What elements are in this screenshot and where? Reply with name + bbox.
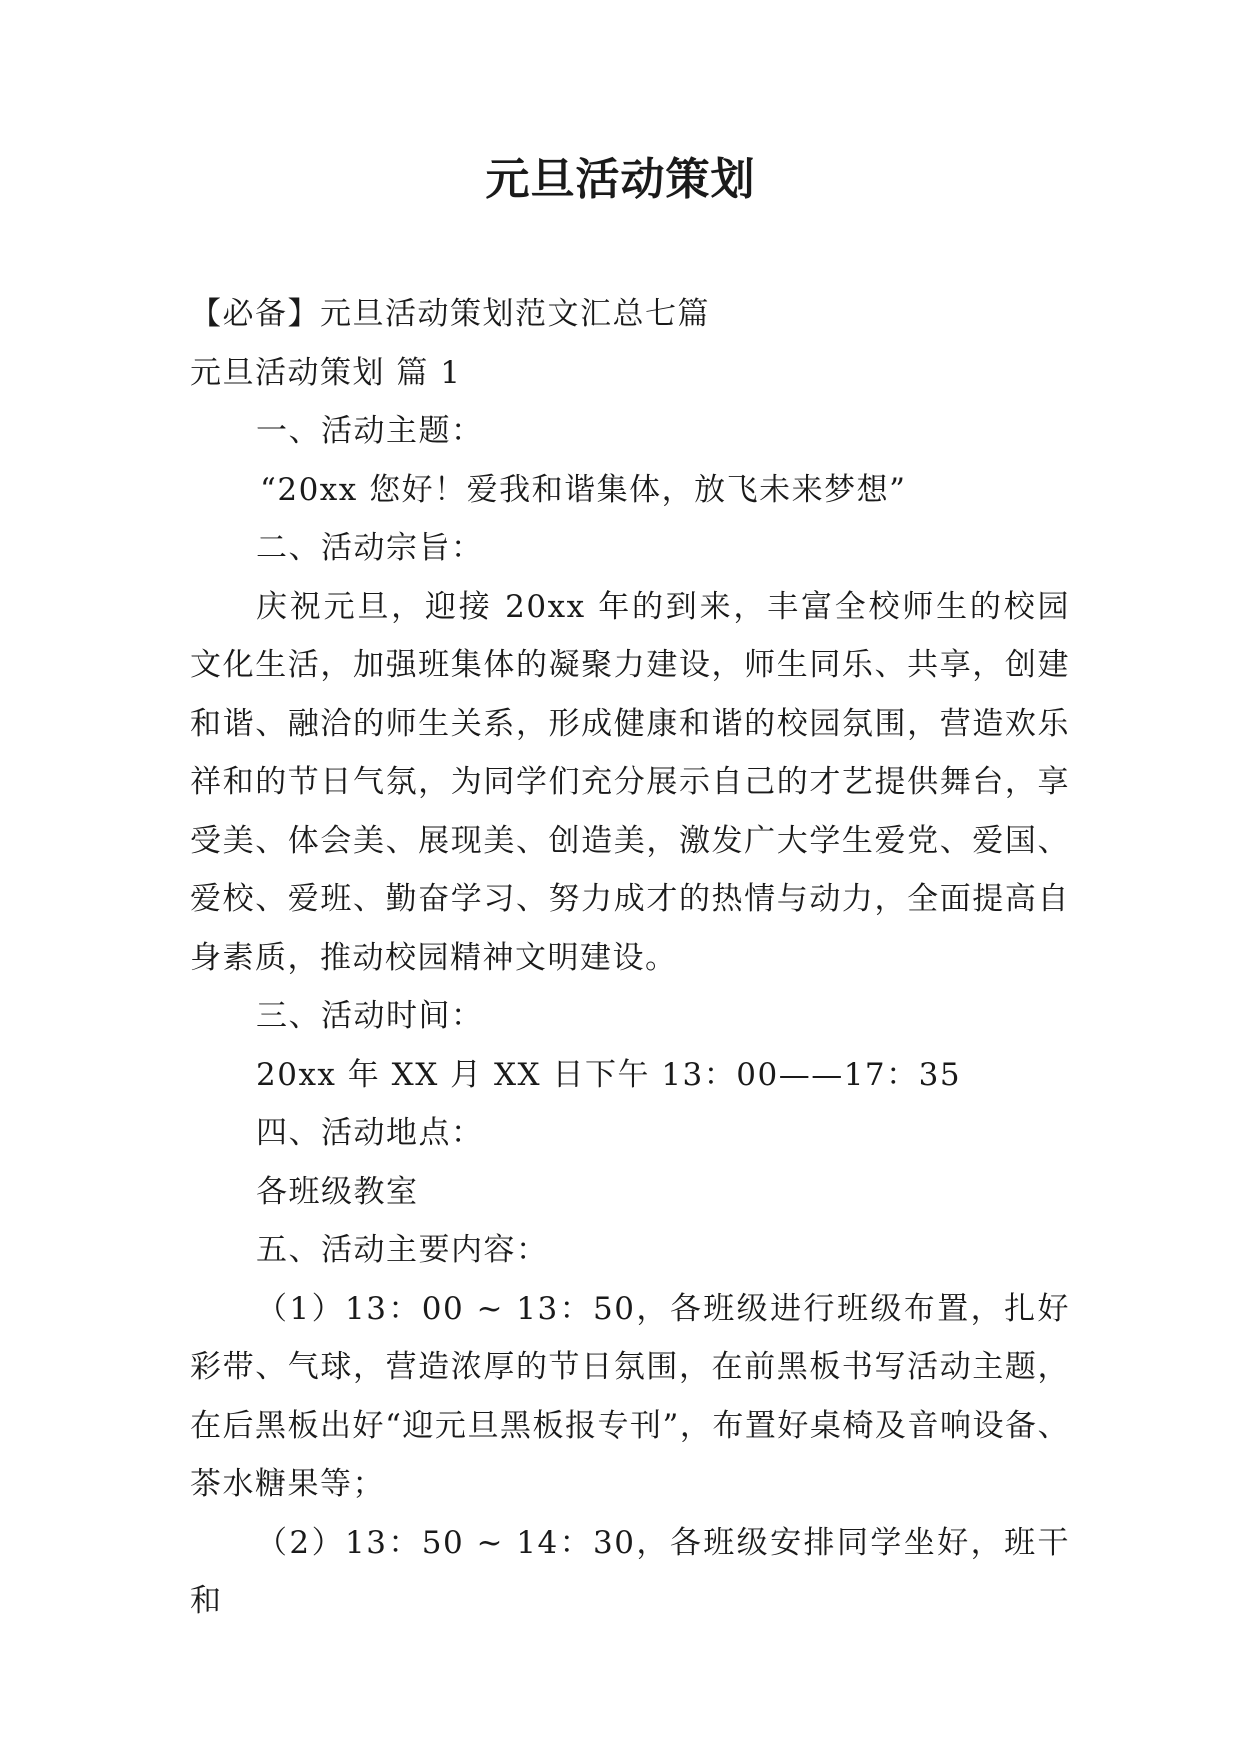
theme-text: “20xx 您好！爱我和谐集体，放飞未来梦想” [260,471,907,508]
document-title: 元旦活动策划 [485,154,756,205]
purpose-heading: 二、活动宗旨： [256,530,484,566]
step-1-text: （1）13：00 ~ 13：50，各班级进行班级布置，扎好彩带、气球，营造浓厚的节日氛围，在前黑板书写活动主题，在后黑板出好“迎元旦黑板报专刊”，布置好桌椅及音响设备、茶水糖果等； [190,1290,1070,1502]
time-heading: 三、活动时间： [256,998,484,1034]
purpose-text: 庆祝元旦，迎接 20xx 年的到来，丰富全校师生的校园文化生活，加强班集体的凝聚力建设，师生同乐、共享，创建和谐、融洽的师生关系，形成健康和谐的校园氛围，营造欢乐祥和的节日气氛，为同学们充分展示自己的才艺提供舞台，享受美、体会美、展现美、创造美，激发广大学生爱党、爱国、爱校、爱班、勤奋学习、努力成才的热情与动力，全面提高自身素质，推动校园精神文明建设。 [190,588,1070,976]
section-heading: 元旦活动策划 篇 1 [190,354,462,391]
time-text: 20xx 年 XX 月 XX 日下午 13：00——17：35 [256,1056,962,1093]
document-subtitle: 【必备】元旦活动策划范文汇总七篇 [190,296,710,332]
theme-heading: 一、活动主题： [256,413,484,449]
place-heading: 四、活动地点： [256,1115,484,1151]
content-heading: 五、活动主要内容： [256,1232,549,1268]
place-text: 各班级教室 [256,1173,419,1210]
document-body [190,285,1070,1631]
step-2-text: （2）13：50 ~ 14：30，各班级安排同学坐好，班干和 [190,1524,1070,1619]
